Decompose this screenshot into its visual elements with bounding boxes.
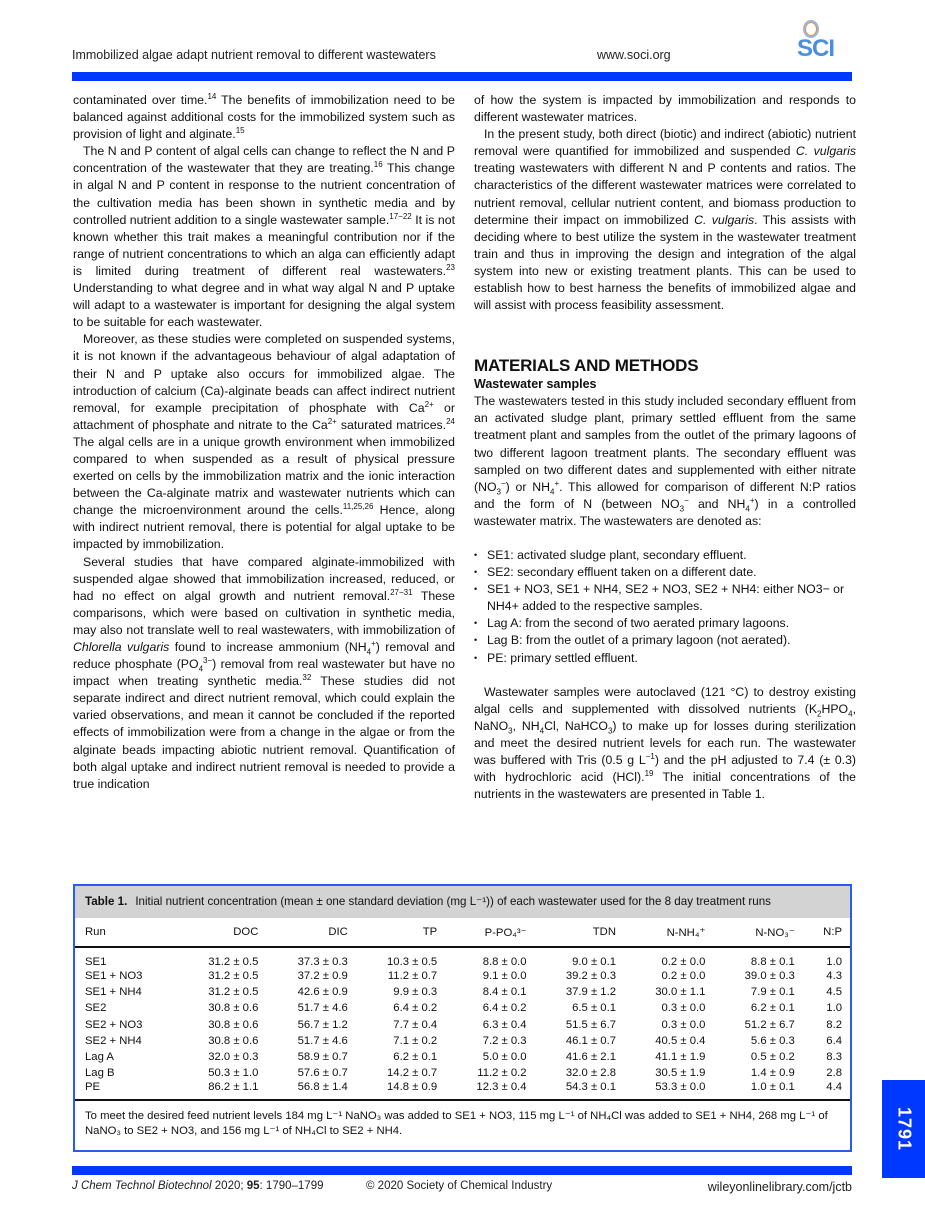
value-cell: 37.9 ± 1.2	[565, 986, 616, 999]
column-header: N:P	[803, 918, 850, 947]
run-name-cell: PE	[85, 1081, 101, 1094]
run-name-cell: SE1 + NH4	[85, 986, 142, 999]
paragraph: of how the system is impacted by immobilization and responds to different wastewater matrices.	[474, 93, 856, 125]
nutrient-table	[75, 918, 850, 1099]
value-cell: 9.0 ± 0.1	[572, 956, 616, 968]
run-name-cell: Lag B	[85, 1067, 115, 1080]
value-cell: 31.2 ± 0.5	[208, 970, 259, 983]
value-cell: 30.5 ± 1.9	[655, 1067, 706, 1080]
value-cell: 53.3 ± 0.0	[655, 1081, 706, 1094]
sci-logo	[795, 18, 855, 68]
table-row	[75, 984, 850, 1000]
column-header: N-NO₃⁻	[713, 918, 802, 947]
subsection-heading: Wastewater samples	[474, 377, 597, 392]
value-cell: 50.3 ± 1.0	[208, 1067, 259, 1080]
value-cell: 5.0 ± 0.0	[482, 1051, 527, 1064]
value-cell: 30.8 ± 0.6	[208, 1034, 259, 1047]
run-name-cell: SE2	[85, 1002, 107, 1015]
value-cell: 40.5 ± 0.4	[655, 1034, 706, 1047]
value-cell: 39.0 ± 0.3	[744, 970, 795, 983]
paragraph: contaminated over time.$^{14}$ The benefits of immobilization need to be balanced against additional costs for the immobilized system such as provision of light and alginate.$^{15}$	[73, 91, 456, 142]
column-header: Run	[75, 918, 177, 947]
table-footnote: To meet the desired feed nutrient levels 184 mg L⁻¹ NaNO₃ was added to SE1 + NO3, 115 mg L⁻¹ of NH₄Cl was added to SE1 + NH4, 268 mg L⁻¹ of NaNO₃ to SE2 + NO3, and 156 mg L⁻¹ of NH₄Cl to SE2 + NH4.	[75, 1099, 850, 1147]
column-header: N-NH₄⁺	[624, 918, 713, 947]
value-cell: 6.4	[826, 1034, 842, 1047]
running-title: Immobilized algae adapt nutrient removal to different wastewaters	[72, 48, 436, 62]
value-cell: 1.4 ± 0.9	[750, 1067, 795, 1080]
paragraph: Several studies that have compared alginate-immobilized with suspended algae showed that immobilization increased, reduced, or had no effect on algal growth and nutrient removal.$^{27-31}$ These comparisons, which were based on cultivation in synthetic media, may also not translate well to real wastewaters, with immobilization of Chlorella vulgaris found to increase ammonium $(NH_4^+)$ removal and reduce phosphate $(PO_4^{3-})$ removal from real wastewater but have no impact when treating synthetic media.$^{32}$ These studies did not separate indirect and direct nutrient removal, which could explain the varied observations, and mean it cannot be concluded if the reported effects of immobilization were from a change in the algae or from the alginate beads impacting abiotic nutrient removal. Quantification of both algal uptake and indirect nutrient removal is needed to provide a true indication	[73, 554, 456, 791]
value-cell: 57.6 ± 0.7	[297, 1067, 348, 1080]
value-cell: 32.0 ± 2.8	[565, 1067, 616, 1080]
value-cell: 9.1 ± 0.0	[482, 970, 527, 983]
list-item: • SE2: secondary effluent taken on a different date.	[474, 564, 856, 581]
value-cell: 12.3 ± 0.4	[476, 1081, 527, 1094]
value-cell: 10.3 ± 0.5	[387, 956, 438, 968]
paragraph: The wastewaters tested in this study included secondary effluent from an activated sludge plant, primary settled effluent from the same treatment plant and samples from the outlet of the primary lagoons of two different lagoon treatment plants. The secondary effluent was sampled on two different dates and supplemented with either nitrate $(NO_3^-)$ or $NH_4^+$. This allowed for comparison of different N:P ratios and the form of N (between $NO_3^-$ and $NH_4^+$) in a controlled wastewater matrix. The wastewaters are denoted as:	[474, 394, 857, 528]
running-head	[72, 48, 852, 68]
value-cell: 54.3 ± 0.1	[565, 1081, 616, 1094]
value-cell: 30.0 ± 1.1	[655, 986, 706, 999]
value-cell: 9.9 ± 0.3	[393, 986, 438, 999]
copyright: © 2020 Society of Chemical Industry	[366, 1180, 553, 1192]
column-header: P-PO₄³⁻	[445, 918, 534, 947]
value-cell: 6.4 ± 0.2	[482, 1002, 527, 1015]
value-cell: 6.5 ± 0.1	[572, 1002, 616, 1015]
table-label: Table 1.	[85, 895, 128, 908]
table-row	[75, 1049, 850, 1065]
value-cell: 4.3	[826, 970, 842, 983]
value-cell: 0.3 ± 0.0	[661, 1002, 706, 1015]
value-cell: 8.8 ± 0.1	[750, 956, 795, 968]
value-cell: 6.4 ± 0.2	[393, 1002, 438, 1015]
table-row	[75, 1033, 850, 1049]
value-cell: 11.2 ± 0.7	[387, 970, 438, 983]
value-cell: 37.3 ± 0.3	[297, 956, 348, 968]
value-cell: 6.3 ± 0.4	[482, 1018, 527, 1031]
table-row	[75, 1017, 850, 1033]
list-item: • Lag A: from the second of two aerated primary lagoons.	[474, 615, 856, 632]
table-row	[75, 968, 850, 984]
value-cell: 56.8 ± 1.4	[297, 1081, 348, 1094]
paragraph: The N and P content of algal cells can change to reflect the N and P concentration of the wastewater that they are treating.$^{16}$ This change in algal N and P content in response to the nutrient concentration of the cultivation media has been shown in synthetic media and by controlled nutrient addition to a single wastewater sample.$^{17-22}$ It is not known whether this trait makes a meaningful contribution nor if the range of nutrient concentrations to which an alga can efficiently adapt is limited during treatment of different real wastewaters.$^{23}$ Understanding to what degree and in what way algal N and P uptake will adapt to a wastewater is important for designing the algal system to be suitable for each wastewater.	[73, 144, 456, 330]
value-cell: 32.0 ± 0.3	[208, 1051, 259, 1064]
value-cell: 7.1 ± 0.2	[393, 1034, 438, 1047]
run-name-cell: SE2 + NO3	[85, 1018, 143, 1031]
value-cell: 51.5 ± 6.7	[565, 1018, 616, 1031]
table-row	[75, 1065, 850, 1081]
value-cell: 8.2	[826, 1018, 842, 1031]
paragraph: In the present study, both direct (biotic) and indirect (abiotic) nutrient removal were quantified for immobilized and suspended C. vulgaris treating wastewaters with different N and P contents and ratios. The characteristics of the different wastewater matrices were correlated to nutrient removal, cellular nutrient content, and biomass production to determine their impact on immobilized C. vulgaris. This assists with deciding where to best utilize the system in the wastewater treatment train and thus in improving the design and integration of the algal system into new or existing treatment plants. This can be used to establish how to best harness the benefits of immobilized algae and will assist with process feasibility assessment.	[474, 127, 857, 313]
value-cell: 31.2 ± 0.5	[208, 986, 259, 999]
run-name-cell: SE1 + NO3	[85, 970, 143, 983]
value-cell: 39.2 ± 0.3	[565, 970, 616, 983]
table-header-row	[75, 918, 850, 947]
value-cell: 6.2 ± 0.1	[750, 1002, 795, 1015]
paragraph: Wastewater samples were autoclaved (121 °C) to destroy existing algal cells and supplemented with dissolved nutrients ($K_2HPO_4$, NaNO$_3$, $NH_4Cl$, NaHCO$_3$) to make up for losses during sterilization and meet the desired nutrient levels for each run. The wastewater was buffered with Tris (0.5 g $L^{-1}$) and the pH adjusted to 7.4 (± 0.3) with hydrochloric acid (HCl).$^{19}$ The initial concentrations of the nutrients in the wastewaters are presented in Table 1.	[474, 684, 857, 802]
right-column	[474, 92, 856, 803]
run-name-cell: SE1	[85, 956, 107, 968]
value-cell: 0.5 ± 0.2	[750, 1051, 795, 1064]
value-cell: 7.2 ± 0.3	[482, 1034, 527, 1047]
value-cell: 41.6 ± 2.1	[565, 1051, 616, 1064]
bottom-rule	[72, 1166, 852, 1175]
table-row	[75, 947, 850, 968]
page-footer	[72, 1180, 852, 1200]
column-header: TP	[356, 918, 445, 947]
value-cell: 30.8 ± 0.6	[208, 1018, 259, 1031]
page-number-tab	[882, 1080, 925, 1178]
value-cell: 46.1 ± 0.7	[565, 1034, 616, 1047]
value-cell: 0.3 ± 0.0	[661, 1018, 706, 1031]
value-cell: 5.6 ± 0.3	[750, 1034, 795, 1047]
value-cell: 7.9 ± 0.1	[750, 986, 795, 999]
list-item: • PE: primary settled effluent.	[474, 650, 856, 667]
table-row	[75, 1000, 850, 1016]
value-cell: 14.8 ± 0.9	[387, 1081, 438, 1094]
wastewater-list	[474, 547, 856, 667]
value-cell: 0.2 ± 0.0	[661, 970, 706, 983]
value-cell: 51.2 ± 6.7	[744, 1018, 795, 1031]
value-cell: 8.8 ± 0.0	[482, 956, 527, 968]
value-cell: 1.0 ± 0.1	[750, 1081, 795, 1094]
value-cell: 2.8	[826, 1067, 842, 1080]
citation: J Chem Technol Biotechnol 2020; 95: 1790–1799	[72, 1180, 324, 1192]
run-name-cell: SE2 + NH4	[85, 1034, 142, 1047]
value-cell: 41.1 ± 1.9	[655, 1051, 706, 1064]
value-cell: 11.2 ± 0.2	[477, 1067, 527, 1080]
value-cell: 51.7 ± 4.6	[297, 1034, 348, 1047]
value-cell: 0.2 ± 0.0	[661, 956, 706, 968]
paragraph: Moreover, as these studies were completed on suspended systems, it is not known if the advantageous behaviour of algal adaptation of their N and P uptake also occurs for immobilized algae. The introduction of calcium (Ca)-alginate beads can affect indirect nutrient removal, for example precipitation of phosphate with $Ca^{2+}$ or attachment of phosphate and nitrate to the $Ca^{2+}$ saturated matrices.$^{24}$ The algal cells are in a unique growth environment when immobilized compared to when suspended as a result of physical pressure exerted on cells by the immobilization matrix and the ionic interaction between the Ca-alginate matrix and wastewater nutrients which can change the microenvironment around the cells.$^{11,25,26}$ Hence, along with indirect nutrient removal, there is potential for algal uptake to be impacted by immobilization.	[73, 332, 455, 552]
value-cell: 58.9 ± 0.7	[297, 1051, 348, 1064]
value-cell: 8.3	[826, 1051, 842, 1064]
value-cell: 31.2 ± 0.5	[208, 956, 259, 968]
list-item: • SE1 + NO3, SE1 + NH4, SE2 + NO3, SE2 + NH4: either NO3− or NH4+ added to the respective samples.	[474, 581, 856, 615]
top-rule	[72, 72, 852, 81]
value-cell: 51.7 ± 4.6	[297, 1002, 348, 1015]
value-cell: 86.2 ± 1.1	[208, 1081, 259, 1094]
value-cell: 37.2 ± 0.9	[297, 970, 348, 983]
value-cell: 7.7 ± 0.4	[393, 1018, 438, 1031]
run-name-cell: Lag A	[85, 1051, 114, 1064]
list-item: • Lag B: from the outlet of a primary lagoon (not aerated).	[474, 632, 856, 649]
table-row	[75, 1081, 850, 1099]
value-cell: 8.4 ± 0.1	[482, 986, 527, 999]
table-caption	[75, 886, 850, 918]
logo-text: SCI	[797, 35, 835, 62]
value-cell: 4.4	[826, 1081, 842, 1094]
column-header: TDN	[535, 918, 624, 947]
value-cell: 42.6 ± 0.9	[297, 986, 348, 999]
value-cell: 56.7 ± 1.2	[297, 1018, 348, 1031]
value-cell: 4.5	[826, 986, 842, 999]
value-cell: 30.8 ± 0.6	[208, 1002, 259, 1015]
value-cell: 1.0	[826, 956, 842, 968]
left-column	[73, 92, 455, 793]
table-caption-text: Initial nutrient concentration (mean ± one standard deviation (mg L⁻¹)) of each wastewater used for the 8 day treatment runs	[135, 895, 771, 908]
column-header: DOC	[177, 918, 266, 947]
value-cell: 6.2 ± 0.1	[393, 1051, 438, 1064]
journal-site-link[interactable]: wileyonlinelibrary.com/jctb	[707, 1180, 852, 1194]
table-1	[73, 884, 852, 1152]
journal-url[interactable]: www.soci.org	[597, 48, 671, 62]
value-cell: 1.0	[826, 1002, 842, 1015]
value-cell: 14.2 ± 0.7	[387, 1067, 438, 1080]
section-heading: MATERIALS AND METHODS	[474, 356, 699, 376]
list-item: • SE1: activated sludge plant, secondary effluent.	[474, 547, 856, 564]
column-header: DIC	[266, 918, 355, 947]
page-number: 1791	[894, 1106, 914, 1152]
